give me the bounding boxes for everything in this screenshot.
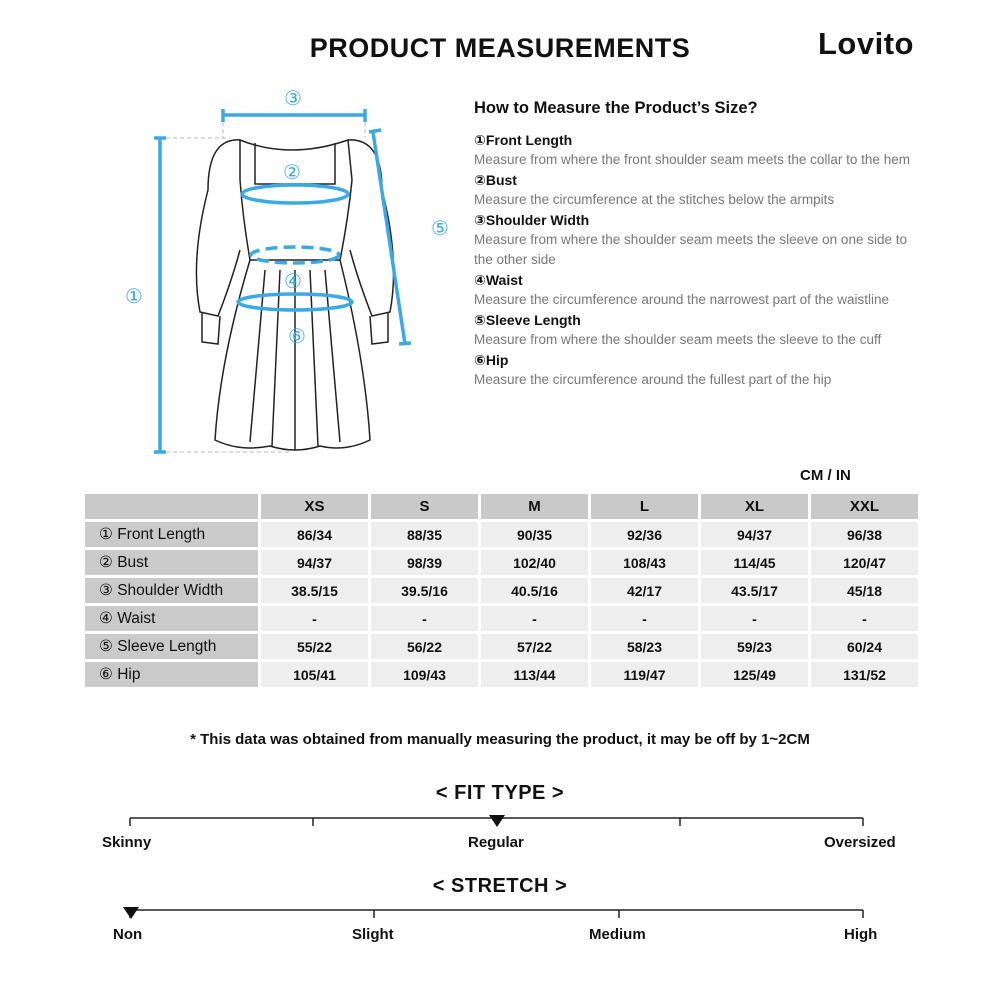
table-row	[85, 634, 918, 659]
table-cell: 96/38	[811, 522, 918, 547]
table-cell: 131/52	[811, 662, 918, 687]
table-cell: 109/43	[371, 662, 478, 687]
table-cell: 60/24	[811, 634, 918, 659]
table-cell: 90/35	[481, 522, 588, 547]
unit-label: CM / IN	[800, 467, 851, 484]
size-header: XS	[261, 494, 368, 519]
marker-hip: ⑥	[288, 324, 306, 348]
table-cell: 88/35	[371, 522, 478, 547]
howto-desc: Measure the circumference around the fullest part of the hip	[474, 372, 832, 387]
table-cell: 55/22	[261, 634, 368, 659]
howto-desc: Measure from where the shoulder seam meets the sleeve on one side to the other side	[474, 232, 907, 267]
howto-title: ⑤Sleeve Length	[474, 312, 581, 328]
stretch-scale	[120, 904, 880, 934]
row-label: ⑥ Hip	[85, 662, 258, 687]
howto-desc: Measure the circumference around the narrowest part of the waistline	[474, 292, 889, 307]
table-cell: 120/47	[811, 550, 918, 575]
table-cell: 43.5/17	[701, 578, 808, 603]
table-corner	[85, 494, 258, 519]
marker-bust: ②	[283, 160, 301, 184]
howto-title: ①Front Length	[474, 132, 573, 148]
table-cell: -	[591, 606, 698, 631]
table-cell: 39.5/16	[371, 578, 478, 603]
table-row	[85, 662, 918, 687]
stretch-label-medium: Medium	[589, 926, 646, 943]
stretch-label-slight: Slight	[352, 926, 394, 943]
row-label: ⑤ Sleeve Length	[85, 634, 258, 659]
stretch-label-non: Non	[113, 926, 143, 943]
stretch-title: < STRETCH >	[432, 875, 568, 897]
table-cell: -	[811, 606, 918, 631]
row-label: ③ Shoulder Width	[85, 578, 258, 603]
table-cell: 94/37	[701, 522, 808, 547]
marker-front-length: ①	[125, 284, 143, 308]
howto-desc: Measure the circumference at the stitches below the armpits	[474, 192, 835, 207]
stretch-indicator-icon	[123, 907, 139, 919]
table-cell: 92/36	[591, 522, 698, 547]
howto-desc: Measure from where the front shoulder seam meets the collar to the hem	[474, 152, 910, 167]
table-cell: 105/41	[261, 662, 368, 687]
how-to-measure	[474, 99, 914, 390]
size-header: L	[591, 494, 698, 519]
table-cell: 56/22	[371, 634, 478, 659]
howto-item-hip	[474, 350, 914, 390]
table-cell: -	[261, 606, 368, 631]
size-table	[82, 491, 921, 690]
table-cell: 113/44	[481, 662, 588, 687]
table-cell: 94/37	[261, 550, 368, 575]
howto-item-bust	[474, 170, 914, 210]
how-to-heading: How to Measure the Product’s Size?	[474, 99, 758, 117]
table-row	[85, 578, 918, 603]
table-row	[85, 550, 918, 575]
table-cell: 102/40	[481, 550, 588, 575]
fit-label-skinny: Skinny	[102, 834, 152, 851]
disclaimer-note: * This data was obtained from manually measuring the product, it may be off by 1~2CM	[190, 731, 810, 748]
row-label: ① Front Length	[85, 522, 258, 547]
size-header: XL	[701, 494, 808, 519]
table-header-row	[85, 494, 918, 519]
brand-logo: Lovito	[818, 26, 914, 61]
howto-item-front-length	[474, 130, 914, 170]
table-cell: 98/39	[371, 550, 478, 575]
howto-item-waist	[474, 270, 914, 310]
table-cell: 58/23	[591, 634, 698, 659]
fit-indicator-icon	[489, 815, 505, 827]
fit-label-oversized: Oversized	[824, 834, 896, 851]
stretch-label-high: High	[844, 926, 878, 943]
table-cell: 38.5/15	[261, 578, 368, 603]
table-cell: -	[701, 606, 808, 631]
table-cell: 40.5/16	[481, 578, 588, 603]
table-cell: 42/17	[591, 578, 698, 603]
table-cell: 114/45	[701, 550, 808, 575]
marker-shoulder-width: ③	[284, 86, 302, 110]
row-label: ② Bust	[85, 550, 258, 575]
howto-title: ④Waist	[474, 272, 523, 288]
howto-desc: Measure from where the shoulder seam meets the sleeve to the cuff	[474, 332, 882, 347]
marker-waist: ④	[284, 269, 302, 293]
dress-diagram	[90, 80, 470, 470]
table-cell: 45/18	[811, 578, 918, 603]
row-label: ④ Waist	[85, 606, 258, 631]
table-cell: 59/23	[701, 634, 808, 659]
table-cell: 125/49	[701, 662, 808, 687]
howto-title: ②Bust	[474, 172, 517, 188]
howto-item-sleeve-length	[474, 310, 914, 350]
howto-item-shoulder-width	[474, 210, 914, 270]
fit-label-regular: Regular	[468, 834, 524, 851]
fit-type-title: < FIT TYPE >	[435, 782, 565, 804]
size-header: S	[371, 494, 478, 519]
table-cell: 119/47	[591, 662, 698, 687]
howto-title: ③Shoulder Width	[474, 212, 590, 228]
table-cell: 57/22	[481, 634, 588, 659]
howto-title: ⑥Hip	[474, 352, 509, 368]
table-cell: -	[371, 606, 478, 631]
table-cell: 86/34	[261, 522, 368, 547]
table-cell: -	[481, 606, 588, 631]
table-cell: 108/43	[591, 550, 698, 575]
size-header: XXL	[811, 494, 918, 519]
size-header: M	[481, 494, 588, 519]
page-title: PRODUCT MEASUREMENTS	[309, 33, 691, 63]
table-row	[85, 522, 918, 547]
marker-sleeve-length: ⑤	[431, 216, 449, 240]
table-row	[85, 606, 918, 631]
